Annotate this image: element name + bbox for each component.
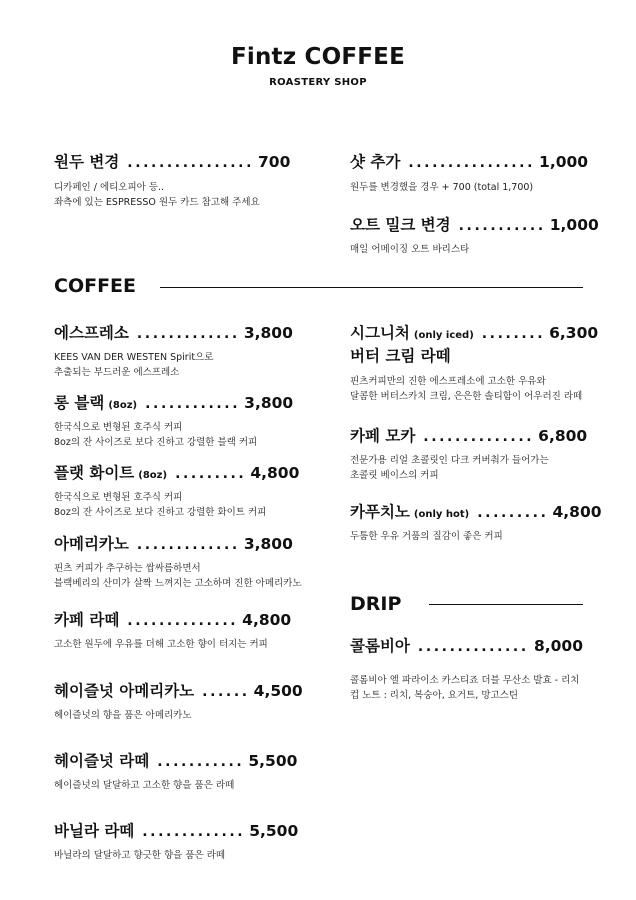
item-price: 4,500: [253, 682, 303, 700]
item-name: 콜롬비아: [350, 637, 410, 655]
desc-line: 달콤한 버터스카치 크림, 은은한 솔티함이 어우러진 라떼: [350, 391, 583, 402]
item-dots: ........: [481, 326, 546, 342]
item-dots: ................: [408, 155, 536, 171]
menu-item-cafe-latte: [54, 610, 292, 631]
item-name-line2: 버터 크림 라떼: [350, 347, 451, 365]
shop-subtitle: ROASTERY SHOP: [269, 77, 367, 88]
menu-item-long-black: [54, 393, 294, 416]
desc-line: 한국식으로 변형된 호주식 커피: [54, 422, 183, 433]
item-desc: [54, 490, 266, 520]
item-name: 카푸치노: [350, 503, 410, 521]
item-price: 1,000: [549, 216, 599, 234]
desc-line: 좌측에 있는 ESPRESSO 원두 카드 참고해 주세요: [54, 197, 260, 208]
desc-line: 추출되는 부드러운 에스프레소: [54, 367, 180, 378]
item-desc: [350, 242, 469, 257]
item-name: 시그니처: [350, 324, 410, 342]
item-name: 에스프레소: [54, 324, 129, 342]
desc-line: 핀츠 커피가 추구하는 쌉싸름하면서: [54, 563, 201, 574]
item-desc: [350, 529, 503, 544]
section-heading-drip: DRIP: [350, 593, 402, 615]
item-price: 4,800: [242, 611, 292, 629]
item-name: 아메리카노: [54, 535, 129, 553]
item-name: 원두 변경: [54, 153, 120, 171]
desc-line: 전문가용 리얼 초콜릿인 다크 커버춰가 들어가는: [350, 455, 549, 466]
item-serving-note: (only iced): [413, 330, 474, 341]
desc-line: 8oz의 잔 사이즈로 보다 진하고 강렬한 블랙 커피: [54, 437, 258, 448]
menu-item-bean-change: [54, 152, 291, 173]
item-price: 3,800: [243, 324, 293, 342]
section-divider: [429, 604, 583, 605]
item-desc: [54, 350, 213, 380]
desc-line: 8oz의 잔 사이즈로 보다 진하고 강렬한 화이트 커피: [54, 507, 267, 518]
item-dots: .........: [175, 466, 247, 482]
item-name: 샷 추가: [350, 153, 401, 171]
item-desc: [54, 848, 225, 863]
item-price: 8,000: [533, 637, 583, 655]
desc-line: 헤이즐넛의 향을 품은 아메리카노: [54, 710, 192, 721]
desc-line: 컵 노트 : 리치, 복숭아, 요거트, 망고스틴: [350, 690, 519, 701]
item-name: 카페 라떼: [54, 611, 120, 629]
menu-item-hazelnut-americano: [54, 681, 303, 702]
item-price: 5,500: [248, 752, 298, 770]
item-dots: .............: [136, 326, 240, 342]
menu-item-americano: [54, 534, 293, 555]
desc-line: 두툼한 우유 거품의 질감이 좋은 커피: [350, 531, 503, 542]
item-desc: [54, 708, 192, 723]
item-price: 4,800: [552, 503, 602, 521]
item-dots: ..............: [127, 613, 239, 629]
item-dots: ................: [127, 155, 254, 171]
item-desc: [54, 420, 257, 450]
item-price: 700: [258, 153, 291, 171]
item-name: 오트 밀크 변경: [350, 216, 451, 234]
desc-line: 바닐라의 달달하고 향긋한 향을 품은 라떼: [54, 850, 226, 861]
item-dots: ..............: [423, 429, 535, 445]
item-dots: ...........: [157, 754, 245, 770]
desc-line: 블랙베리의 산미가 살짝 느껴지는 고소하며 진한 아메리카노: [54, 578, 302, 589]
desc-line: 초콜릿 베이스의 커피: [350, 470, 439, 481]
desc-line: KEES VAN DER WESTEN Spirit으로: [54, 352, 214, 363]
menu-item-hazelnut-latte: [54, 751, 298, 772]
item-desc: [350, 374, 582, 404]
menu-item-colombia: [350, 636, 583, 657]
item-serving-note: (only hot): [413, 509, 470, 520]
item-dots: ..............: [417, 639, 529, 655]
item-desc: [350, 180, 533, 195]
item-price: 4,800: [250, 464, 300, 482]
item-dots: ......: [202, 684, 250, 700]
item-name: 롱 블랙: [54, 394, 105, 412]
item-desc: [54, 561, 302, 591]
menu-item-cafe-mocha: [350, 426, 588, 447]
item-desc: [54, 180, 260, 210]
item-price: 6,800: [538, 427, 588, 445]
menu-item-shot-add: [350, 152, 589, 173]
desc-line: 고소한 원두에 우유를 더해 고소한 향이 터지는 커피: [54, 639, 268, 650]
item-desc: [350, 673, 579, 703]
item-price: 5,500: [249, 822, 299, 840]
item-price: 3,800: [244, 394, 294, 412]
item-price: 6,300: [549, 324, 599, 342]
item-name: 플랫 화이트: [54, 464, 135, 482]
item-name: 바닐라 라떼: [54, 822, 135, 840]
item-dots: ...........: [458, 218, 546, 234]
desc-line: 콜롬비아 엘 파라이소 카스티죠 더블 무산소 발효 - 리치: [350, 675, 580, 686]
item-size-note: (8oz): [108, 400, 138, 411]
desc-line: 디카페인 / 에티오피아 등..: [54, 182, 165, 193]
item-desc: [350, 453, 549, 483]
item-dots: .............: [136, 537, 240, 553]
menu-item-espresso: [54, 323, 293, 344]
item-name: 헤이즐넛 라떼: [54, 752, 150, 770]
desc-line: 한국식으로 변형된 호주식 커피: [54, 492, 183, 503]
desc-line: 헤이즐넛의 달달하고 고소한 향을 품은 라떼: [54, 780, 235, 791]
item-name: 카페 모카: [350, 427, 416, 445]
item-price: 3,800: [243, 535, 293, 553]
item-name: 헤이즐넛 아메리카노: [54, 682, 195, 700]
desc-line: 원두를 변경했을 경우 + 700 (total 1,700): [350, 182, 534, 193]
menu-item-oat-milk: [350, 215, 599, 236]
item-size-note: (8oz): [138, 470, 168, 481]
item-desc: [54, 637, 268, 652]
menu-item-flat-white: [54, 463, 300, 486]
menu-item-signature-subtitle: [350, 346, 451, 366]
menu-item-signature: [350, 323, 599, 346]
item-dots: ............: [145, 396, 241, 412]
menu-item-cappuccino: [350, 502, 602, 525]
desc-line: 매일 어메이징 오트 바리스타: [350, 244, 470, 255]
item-dots: .........: [477, 505, 549, 521]
desc-line: 핀츠커피만의 진한 에스프레소에 고소한 우유와: [350, 376, 546, 387]
item-desc: [54, 778, 234, 793]
item-price: 1,000: [539, 153, 589, 171]
shop-title: Fintz COFFEE: [230, 44, 406, 70]
menu-item-vanilla-latte: [54, 821, 299, 842]
section-heading-coffee: COFFEE: [54, 275, 137, 297]
section-divider: [160, 287, 583, 288]
item-dots: .............: [142, 824, 246, 840]
